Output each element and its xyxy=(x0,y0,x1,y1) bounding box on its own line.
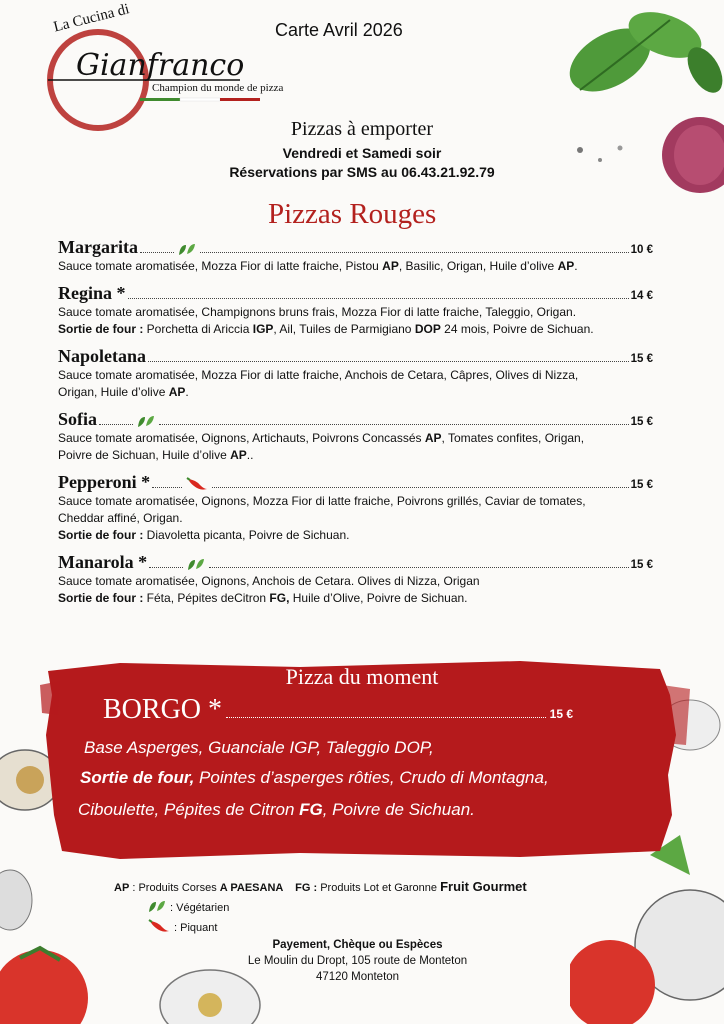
address-line-1: Le Moulin du Dropt, 105 route de Monteton xyxy=(247,955,468,967)
menu-item-row xyxy=(58,345,653,367)
pizza-price: 15 € xyxy=(630,559,653,571)
logo-tagline: Champion du monde de pizza xyxy=(152,82,284,94)
pizza-description: Sauce tomate aromatisée, Oignons, Mozza Fior di latte fraiche, Poivrons grillés, Caviar de tomates, xyxy=(58,494,586,508)
menu-item xyxy=(58,282,653,338)
legend-spicy: : Piquant xyxy=(148,919,217,936)
pizza-description: Sauce tomate aromatisée, Mozza Fior di latte fraiche, Anchois de Cetara, Câpres, Olives di Nizza, xyxy=(58,368,579,382)
pizza-name: Napoletana xyxy=(58,346,147,366)
pizza-name: Margarita xyxy=(58,237,138,257)
legend-vegetarian: : Végétarien xyxy=(148,900,229,916)
takeaway-title: Pizzas à emporter xyxy=(290,118,434,140)
menu-item xyxy=(58,408,653,464)
dot-leader xyxy=(140,251,174,253)
logo-name: Gianfranco xyxy=(76,48,245,83)
pizza-description: Sauce tomate aromatisée, Oignons, Anchois de Cetara. Olives di Nizza, Origan xyxy=(58,574,480,588)
menu-item xyxy=(58,551,653,607)
footer-info xyxy=(230,937,485,985)
pizza-price: 14 € xyxy=(630,290,653,302)
reservation-info: Réservations par SMS au 06.43.21.92.79 xyxy=(229,164,495,180)
pizza-description: Sortie de four : Diavoletta picanta, Poivre de Sichuan. xyxy=(58,528,350,542)
dot-leader xyxy=(99,423,133,425)
pizza-name: Pepperoni * xyxy=(58,472,151,492)
pizza-price: 10 € xyxy=(630,244,653,256)
section-title: Pizzas Rouges xyxy=(268,198,437,230)
dot-leader xyxy=(209,566,628,568)
abbreviation-legend: AP : Produits Corses A PAESANA FG : Produits Lot et Garonne Fruit Gourmet xyxy=(114,879,527,894)
moment-pizza-row xyxy=(103,694,573,726)
moment-desc-line-1: Base Asperges, Guanciale IGP, Taleggio DOP, xyxy=(84,738,434,757)
tomato-illustration xyxy=(0,938,110,1024)
menu-item-row xyxy=(58,282,653,304)
pizza-description: Sortie de four : Féta, Pépites deCitron FG, Huile d’Olive, Poivre de Sichuan. xyxy=(58,591,468,605)
menu-item-row xyxy=(58,236,653,258)
pizza-description: Sauce tomate aromatisée, Mozza Fior di latte fraiche, Pistou AP, Basilic, Origan, Huile d’olive AP. xyxy=(58,259,578,273)
chili-icon xyxy=(148,919,170,936)
pizza-description: Sauce tomate aromatisée, Oignons, Artichauts, Poivrons Concassés AP, Tomates confites, Origan, xyxy=(58,431,585,445)
pizza-price: 15 € xyxy=(630,416,653,428)
logo-top-text: La Cucina di xyxy=(52,1,132,36)
leaf-icon xyxy=(137,415,155,428)
pizza-price: 15 € xyxy=(630,479,653,491)
pizza-name: Regina * xyxy=(58,283,126,303)
address-line-2: 47120 Monteton xyxy=(315,971,400,983)
leaf-icon xyxy=(178,243,196,256)
dot-leader xyxy=(148,360,629,362)
pizza-description: Sortie de four : Porchetta di Ariccia IGP, Ail, Tuiles de Parmigiano DOP 24 mois, Poivre de Sichuan. xyxy=(58,322,594,336)
dot-leader xyxy=(149,566,183,568)
moment-dot-leader xyxy=(226,717,546,718)
dot-leader xyxy=(159,423,629,425)
menu-item-row xyxy=(58,471,653,493)
moment-pizza-name: BORGO * xyxy=(103,694,223,725)
opening-days: Vendredi et Samedi soir xyxy=(282,145,442,161)
menu-item xyxy=(58,236,653,275)
dot-leader xyxy=(152,486,182,488)
pizza-description: Origan, Huile d’olive AP. xyxy=(58,385,189,399)
leaf-icon xyxy=(148,900,166,916)
pizza-name: Manarola * xyxy=(58,552,148,572)
moment-title: Pizza du moment xyxy=(285,664,439,689)
menu-item-row xyxy=(58,551,653,573)
pizza-description: Cheddar affiné, Origan. xyxy=(58,511,183,525)
payment-info: Payement, Chèque ou Espèces xyxy=(272,939,443,951)
takeaway-header xyxy=(0,118,724,180)
chili-icon xyxy=(186,477,208,491)
dot-leader xyxy=(200,251,629,253)
dot-leader xyxy=(212,486,628,488)
pizza-description: Sauce tomate aromatisée, Champignons bruns frais, Mozza Fior di latte fraiche, Taleggio, Origan. xyxy=(58,305,577,319)
pizza-name: Sofia xyxy=(58,409,98,429)
moment-desc-line-2: Sortie de four, Pointes d’asperges rôties, Crudo di Montagna, xyxy=(80,768,549,787)
pizza-price: 15 € xyxy=(630,353,653,365)
menu-item xyxy=(58,471,653,544)
menu-item-row xyxy=(58,408,653,430)
moment-pizza-price: 15 € xyxy=(549,707,573,721)
moment-sortie-label: Sortie de four, xyxy=(80,768,195,787)
menu-item xyxy=(58,345,653,401)
pizza-menu-list xyxy=(58,236,653,614)
dot-leader xyxy=(128,297,629,299)
carte-date: Carte Avril 2026 xyxy=(275,20,403,40)
leaf-icon xyxy=(187,558,205,571)
pizza-description: Poivre de Sichuan, Huile d’olive AP.. xyxy=(58,448,254,462)
moment-desc-line-3: Ciboulette, Pépites de Citron FG, Poivre de Sichuan. xyxy=(78,800,475,819)
